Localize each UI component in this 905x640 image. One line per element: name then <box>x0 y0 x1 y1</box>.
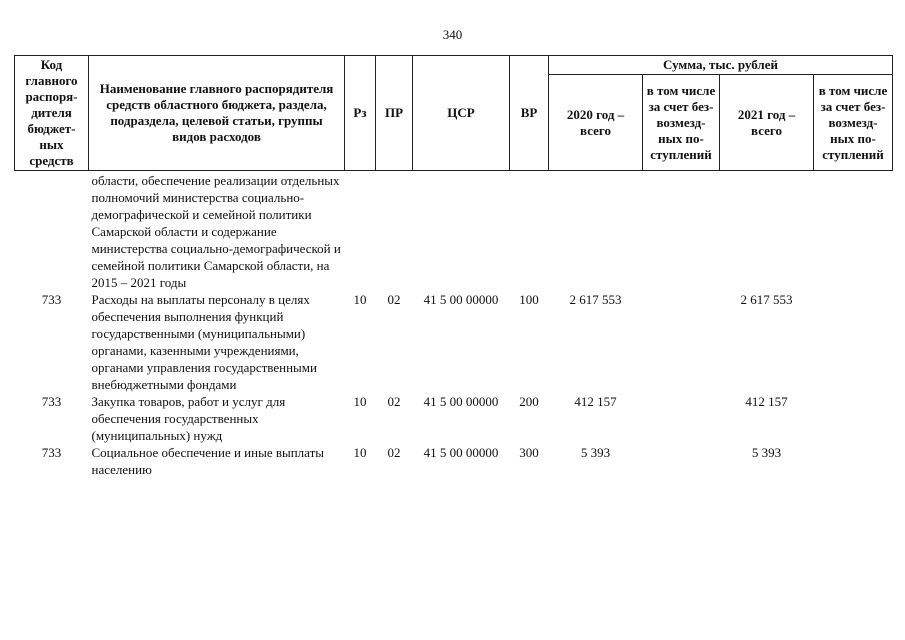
page-number: 340 <box>442 27 463 42</box>
header-pr: ПР <box>376 56 413 171</box>
cell-2021-total <box>720 171 814 292</box>
cell-2020-free <box>643 444 720 478</box>
cell-2020-free <box>643 393 720 444</box>
cell-csr: 41 5 00 00000 <box>423 394 499 409</box>
cell-pr: 02 <box>387 292 401 307</box>
cell-csr <box>413 171 510 292</box>
header-csr: ЦСР <box>413 56 510 171</box>
cell-pr: 02 <box>387 394 401 409</box>
cell-2021-free <box>814 444 893 478</box>
header-rz: Рз <box>345 56 376 171</box>
header-sum-group: Сумма, тыс. рублей <box>549 56 893 75</box>
cell-name: Социальное обеспечение и иные выплаты населению <box>91 445 325 477</box>
cell-2021-total: 412 157 <box>745 394 788 409</box>
cell-2020-total <box>549 171 643 292</box>
header-code: Код главного распоря-дителя бюджет-ных средств <box>15 56 89 171</box>
cell-2021-total: 5 393 <box>751 445 782 460</box>
cell-name: Закупка товаров, работ и услуг для обеспечения государственных (муниципальных) нужд <box>91 394 286 443</box>
cell-rz: 10 <box>353 292 367 307</box>
cell-vr: 300 <box>519 445 539 460</box>
cell-2021-total: 2 617 553 <box>740 292 793 307</box>
header-2020-free: в том числе за счет без-возмезд-ных по-ступлений <box>643 75 720 171</box>
table-body <box>15 171 893 479</box>
cell-csr: 41 5 00 00000 <box>423 292 499 307</box>
cell-code: 733 <box>41 292 62 307</box>
table-row <box>15 444 893 478</box>
cell-2020-free <box>643 291 720 393</box>
cell-2020-total: 412 157 <box>574 394 617 409</box>
cell-name: Расходы на выплаты персоналу в целях обеспечения выполнения функций государственными (муниципальными) органами, казенными учреждениями, органами управления государственными внебюджетными фондами <box>91 292 317 392</box>
table-row <box>15 171 893 292</box>
cell-2020-total: 5 393 <box>580 445 611 460</box>
header-vr: ВР <box>510 56 549 171</box>
cell-vr: 200 <box>519 394 539 409</box>
cell-2021-free <box>814 291 893 393</box>
header-2021-total: 2021 год – всего <box>720 75 814 171</box>
cell-rz: 10 <box>353 445 367 460</box>
cell-rz: 10 <box>353 394 367 409</box>
cell-2020-free <box>643 171 720 292</box>
cell-csr: 41 5 00 00000 <box>423 445 499 460</box>
cell-2020-total: 2 617 553 <box>569 292 622 307</box>
cell-code: 733 <box>41 394 62 409</box>
cell-2021-free <box>814 171 893 292</box>
header-2020-total: 2020 год – всего <box>549 75 643 171</box>
cell-pr: 02 <box>387 445 401 460</box>
cell-pr <box>376 171 413 292</box>
cell-vr: 100 <box>519 292 539 307</box>
header-name: Наименование главного распорядителя средств областного бюджета, раздела, подраздела, целевой статьи, группы видов расходов <box>89 56 345 171</box>
budget-table <box>14 55 893 478</box>
cell-name: области, обеспечение реализации отдельных полномочий министерства социально-демографической и семейной политики Самарской области и содержание министерства социально-демографической и семейной политики Самарской области, на 2015 – 2021 годы <box>91 173 341 290</box>
cell-vr <box>510 171 549 292</box>
table-header <box>15 56 893 171</box>
cell-2021-free <box>814 393 893 444</box>
table-row <box>15 291 893 393</box>
table-row <box>15 393 893 444</box>
cell-code <box>15 171 89 292</box>
cell-rz <box>345 171 376 292</box>
header-2021-free: в том числе за счет без-возмезд-ных по-ступлений <box>814 75 893 171</box>
cell-code: 733 <box>41 445 62 460</box>
